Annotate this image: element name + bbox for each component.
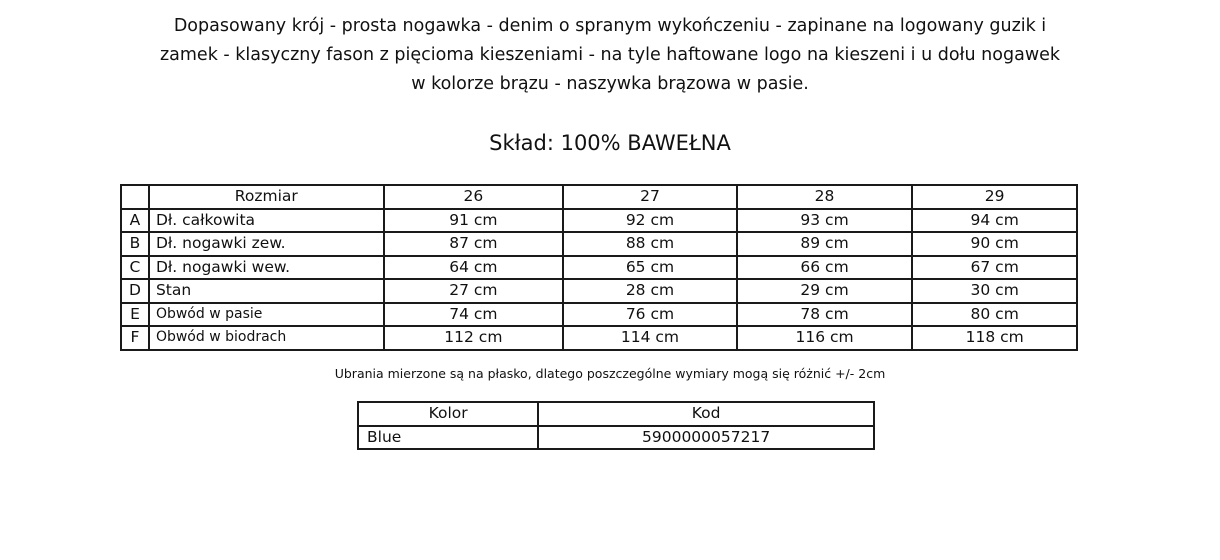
table-row [121,209,1077,233]
row-letter: D [121,279,149,303]
measurement-cell: 74 cm [384,303,564,327]
size-header: 26 [384,185,564,209]
row-label: Dł. nogawki zew. [149,232,384,256]
measurement-cell: 64 cm [384,256,564,280]
table-row [121,232,1077,256]
row-letter: F [121,326,149,350]
measurement-cell: 92 cm [563,209,737,233]
row-label: Dł. całkowita [149,209,384,233]
row-label: Dł. nogawki wew. [149,256,384,280]
measurement-cell: 114 cm [563,326,737,350]
measurement-cell: 28 cm [563,279,737,303]
color-cell: Blue [358,426,538,450]
color-table-header-row [358,402,874,426]
row-letter: B [121,232,149,256]
size-header: 28 [737,185,913,209]
code-cell: 5900000057217 [538,426,874,450]
row-label: Obwód w biodrach [149,326,384,350]
size-header: 27 [563,185,737,209]
measurement-cell: 78 cm [737,303,913,327]
table-row [121,326,1077,350]
measurement-cell: 27 cm [384,279,564,303]
description-line: Dopasowany krój - prosta nogawka - denim o spranym wykończeniu - zapinane na logowany guzik i [173,16,1047,36]
description-line: zamek - klasyczny fason z pięcioma kieszeniami - na tyle haftowane logo na kieszeni i u dołu nogawek [159,45,1061,65]
measurement-cell: 80 cm [912,303,1077,327]
row-letter: C [121,256,149,280]
measurement-cell: 67 cm [912,256,1077,280]
table-row [121,279,1077,303]
measurement-note: Ubrania mierzone są na płasko, dlatego poszczególne wymiary mogą się różnić +/- 2cm [334,366,886,381]
row-letter: E [121,303,149,327]
measurement-cell: 116 cm [737,326,913,350]
size-header: 29 [912,185,1077,209]
product-description [0,12,1220,99]
table-row [358,426,874,450]
table-row [121,256,1077,280]
measurement-cell: 89 cm [737,232,913,256]
measurement-cell: 87 cm [384,232,564,256]
measurement-cell: 90 cm [912,232,1077,256]
measurement-cell: 76 cm [563,303,737,327]
measurement-cell: 29 cm [737,279,913,303]
measurement-cell: 94 cm [912,209,1077,233]
color-code-table [357,401,875,450]
measurement-cell: 112 cm [384,326,564,350]
measurement-cell: 93 cm [737,209,913,233]
row-label: Stan [149,279,384,303]
row-label: Obwód w pasie [149,303,384,327]
measurement-cell: 91 cm [384,209,564,233]
table-row [121,303,1077,327]
size-table-header-row [121,185,1077,209]
size-table [120,184,1078,351]
row-letter: A [121,209,149,233]
composition-heading: Skład: 100% BAWEŁNA [489,131,731,155]
corner-cell [121,185,149,209]
measurement-cell: 88 cm [563,232,737,256]
measurement-cell: 118 cm [912,326,1077,350]
color-header: Kolor [358,402,538,426]
measurement-cell: 66 cm [737,256,913,280]
code-header: Kod [538,402,874,426]
description-line: w kolorze brązu - naszywka brązowa w pasie. [411,74,809,94]
measurement-cell: 30 cm [912,279,1077,303]
size-header-label: Rozmiar [149,185,384,209]
measurement-cell: 65 cm [563,256,737,280]
